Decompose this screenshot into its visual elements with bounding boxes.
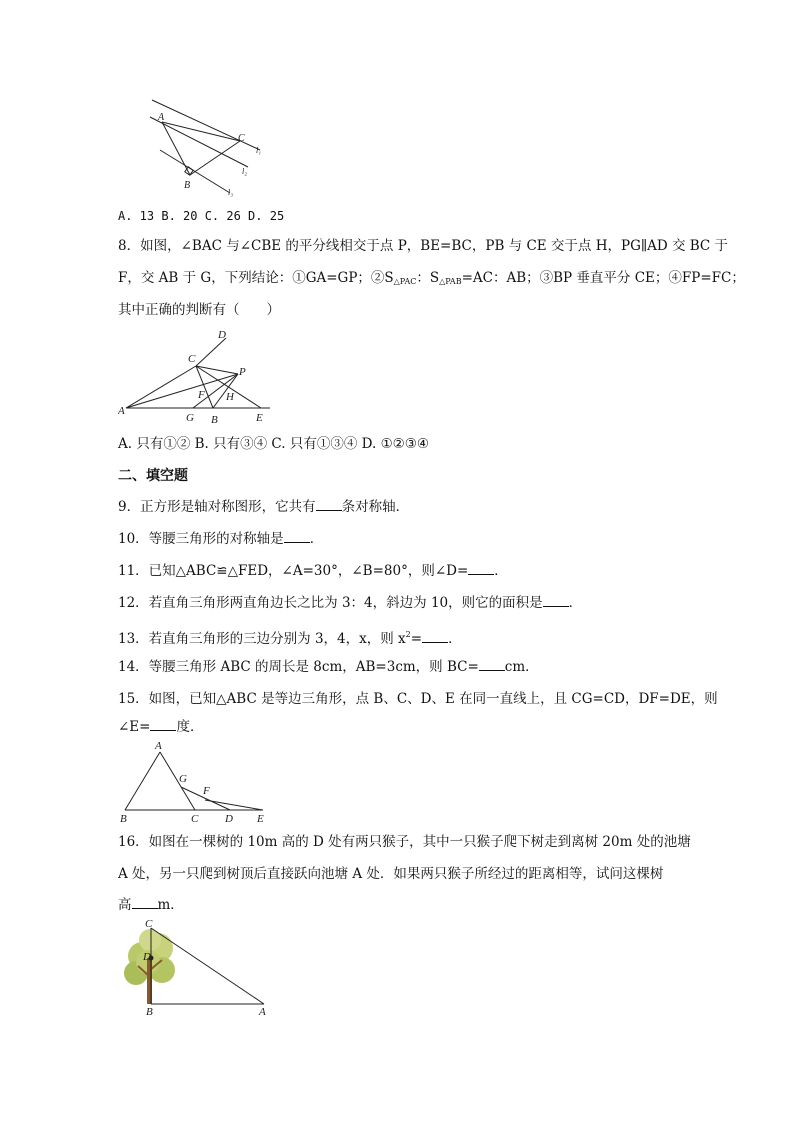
label-D: D (218, 329, 226, 341)
q12-blank[interactable] (543, 594, 569, 607)
label-C: C (191, 813, 199, 825)
label-B: B (146, 1006, 153, 1018)
label-A: A (118, 405, 125, 417)
label-l1: l₁ (256, 146, 262, 155)
tree-icon (124, 929, 175, 1004)
label-A: A (259, 1006, 266, 1018)
q10-blank[interactable] (284, 530, 310, 543)
section-heading: 二、填空题 (118, 468, 188, 484)
label-A: A (155, 740, 162, 752)
q7-options: A. 13 B. 20 C. 26 D. 25 (118, 209, 285, 223)
q11-blank[interactable] (468, 562, 494, 575)
label-D: D (143, 951, 151, 963)
q8-line2: F，交 AB 于 G，下列结论：①GA=GP；$②S_{\triangle PAC}$：$S_{\triangle PAB}=AC$：AB；③BP 垂直平分 CE；④FP=FC； (118, 270, 745, 286)
q9-blank[interactable] (316, 498, 342, 511)
q14: 14．等腰三角形 ABC 的周长是 8cm，AB=3cm，则 BC= cm． (118, 659, 539, 675)
q8-line3: 其中正确的判断有（ ） (118, 302, 280, 318)
label-B: B (184, 180, 191, 191)
label-E: E (256, 412, 263, 424)
label-C: C (238, 133, 245, 144)
label-A: A (158, 112, 165, 123)
q16-line3: 高 m． (118, 897, 184, 913)
label-G: G (186, 412, 194, 424)
q15-line1: 15．如图，已知△ABC 是等边三角形，点 B、C、D、E 在同一直线上，且 CG=CD，DF=DE，则 (118, 691, 718, 707)
equilateral-triangle-figure (115, 740, 275, 825)
q13-blank[interactable] (422, 630, 448, 643)
label-G: G (179, 773, 187, 785)
label-B: B (211, 414, 218, 426)
q12: 12．若直角三角形两直角边长之比为 3：4，斜边为 10，则它的面积是 ． (118, 595, 583, 611)
label-F: F (203, 785, 210, 797)
q8-options: A. 只有①② B. 只有③④ C. 只有①③④ D. ①②③④ (118, 436, 429, 452)
angle-bisector-figure (118, 326, 273, 426)
q9: 9．正方形是轴对称图形，它共有 条对称轴． (118, 499, 410, 515)
label-B: B (120, 813, 127, 825)
q11: 11．已知△ABC≌△FED，∠A=30°，∠B=80°，则∠D= ． (118, 563, 508, 579)
parallel-lines-figure (140, 95, 280, 200)
label-F: F (198, 389, 205, 401)
q13: 13．若直角三角形的三边分别为 3，4，x，则 $x^2=$ ． (118, 630, 462, 647)
label-C: C (188, 353, 196, 365)
q16-line2: A 处，另一只爬到树顶后直接跃向池塘 A 处．如果两只猴子所经过的距离相等，试问这棵树 (118, 866, 664, 882)
q10: 10．等腰三角形的对称轴是 ． (118, 531, 324, 547)
label-P: P (239, 366, 246, 378)
q16-blank[interactable] (132, 896, 158, 909)
label-C: C (145, 918, 153, 930)
label-l2: l₂ (242, 167, 248, 176)
q16-line1: 16．如图在一棵树的 10m 高的 D 处有两只猴子，其中一只猴子爬下树走到离树 20m 处的池塘 (118, 834, 691, 850)
q15-line2: ∠E= 度． (118, 719, 204, 735)
q14-blank[interactable] (479, 658, 505, 671)
label-H: H (226, 391, 234, 403)
label-E: E (257, 813, 264, 825)
label-l3: l₃ (228, 188, 234, 197)
q8-line1: 8．如图，∠BAC 与∠CBE 的平分线相交于点 P，BE=BC，PB 与 CE 交于点 H，PG∥AD 交 BC 于 (118, 238, 729, 254)
tree-figure (118, 918, 278, 1018)
q15-blank[interactable] (150, 718, 176, 731)
label-D: D (225, 813, 233, 825)
